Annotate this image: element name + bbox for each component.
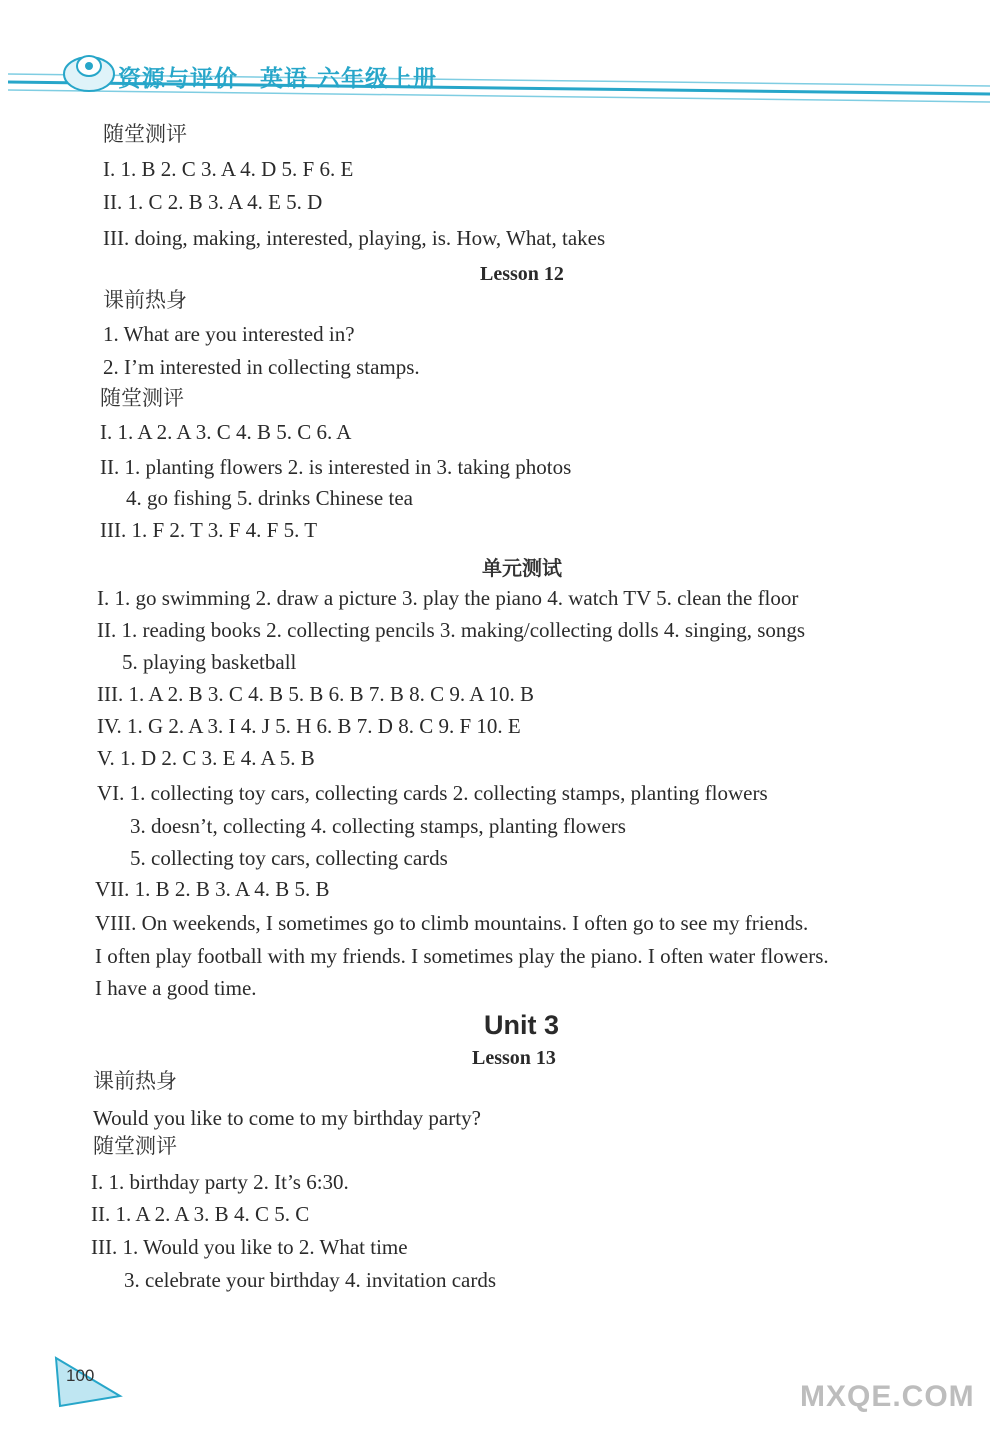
answer-line: 4. go fishing 5. drinks Chinese tea [126,486,413,510]
section-label: 随堂测评 [93,1134,177,1158]
answer-line: III. 1. F 2. T 3. F 4. F 5. T [100,518,318,542]
answer-line: III. 1. Would you like to 2. What time [91,1235,408,1259]
answer-line: IV. 1. G 2. A 3. I 4. J 5. H 6. B 7. D 8. C 9. F 10. E [97,714,521,738]
book-title: 资源与评价 [118,66,238,92]
answer-line: VI. 1. collecting toy cars, collecting cards 2. collecting stamps, planting flowers [97,781,768,805]
answer-line: I. 1. B 2. C 3. A 4. D 5. F 6. E [103,157,354,181]
section-label: 课前热身 [93,1069,177,1093]
book-logo-icon [62,44,116,94]
answer-line: I have a good time. [95,976,257,1000]
answer-line: I. 1. birthday party 2. It’s 6:30. [91,1170,349,1194]
answer-line: V. 1. D 2. C 3. E 4. A 5. B [97,746,315,770]
answer-line: 5. playing basketball [122,650,297,674]
answer-line: VII. 1. B 2. B 3. A 4. B 5. B [95,877,330,901]
answer-line: I often play football with my friends. I sometimes play the piano. I often water flowers. [95,944,829,968]
watermark-text: MXQE.COM [800,1380,975,1413]
answer-line: III. 1. A 2. B 3. C 4. B 5. B 6. B 7. B 8. C 9. A 10. B [97,682,534,706]
lesson-heading: Lesson 12 [480,263,564,285]
section-label: 随堂测评 [103,122,187,146]
header-title [118,60,437,93]
section-label: 随堂测评 [100,386,184,410]
page-header [0,0,1000,110]
answer-line: II. 1. reading books 2. collecting pencils 3. making/collecting dolls 4. singing, songs [97,618,806,642]
answer-line: 3. doesn’t, collecting 4. collecting stamps, planting flowers [130,814,626,838]
answer-line: II. 1. planting flowers 2. is interested in 3. taking photos [100,455,572,479]
answer-line: 2. I’m interested in collecting stamps. [103,355,420,379]
answer-line: Would you like to come to my birthday party? [93,1106,481,1130]
answer-line: I. 1. go swimming 2. draw a picture 3. play the piano 4. watch TV 5. clean the floor [97,586,799,610]
unit-test-heading: 单元测试 [482,556,562,580]
answer-line: VIII. On weekends, I sometimes go to climb mountains. I often go to see my friends. [95,911,809,935]
answer-line: 5. collecting toy cars, collecting cards [130,846,448,870]
page-number: 100 [66,1366,95,1385]
unit-heading: Unit 3 [484,1010,560,1040]
answer-line: 1. What are you interested in? [103,322,355,346]
section-label: 课前热身 [103,288,187,312]
subject-title: 英语 六年级上册 [260,66,438,92]
answer-line: I. 1. A 2. A 3. C 4. B 5. C 6. A [100,420,352,444]
answer-line: 3. celebrate your birthday 4. invitation cards [124,1268,497,1292]
lesson-heading: Lesson 13 [472,1047,556,1069]
answer-line: II. 1. C 2. B 3. A 4. E 5. D [103,190,323,214]
header-rule-lines [0,0,1000,110]
answer-line: III. doing, making, interested, playing, is. How, What, takes [103,226,606,250]
answer-line: II. 1. A 2. A 3. B 4. C 5. C [91,1202,310,1226]
